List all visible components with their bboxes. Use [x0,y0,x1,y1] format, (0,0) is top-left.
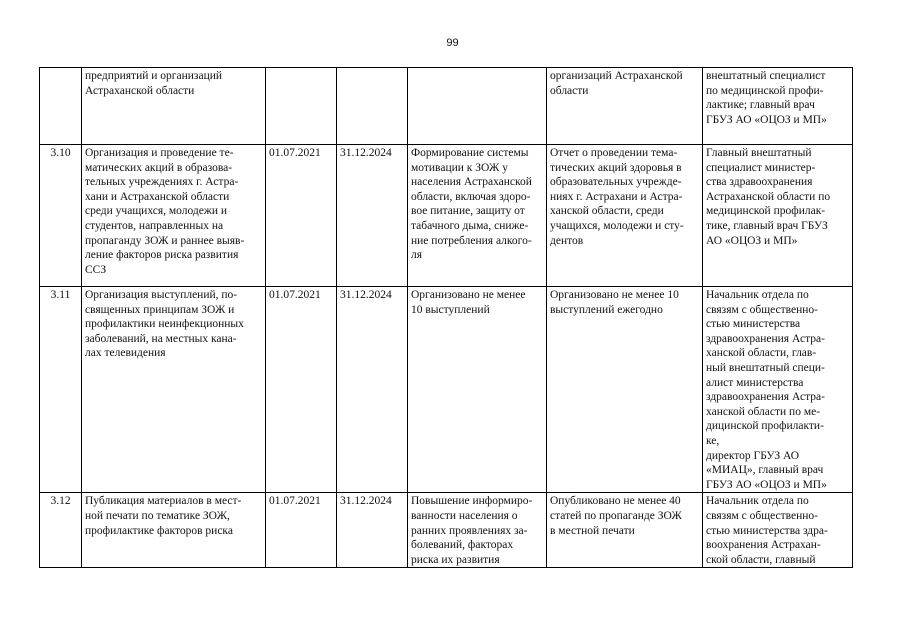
start-date-cell: 01.07.2021 [266,287,337,493]
indicator-cell: Опубликовано не менее 40 статей по пропаганде ЗОЖ в местной печати [547,493,703,568]
indicator-cell: организаций Астраханской области [547,68,703,145]
table-row [40,493,853,568]
activities-table [39,67,853,568]
responsible-cell: Начальник отдела по связям с общественно- стью министерства здра- воохранения Астрахан- ской области, главный [703,493,853,568]
indicator-cell: Отчет о проведении тема- тических акций здоровья в образовательных учрежде- ниях г. Астрахани и Астра- ханской области, среди учащихся, молодежи и сту- дентов [547,145,703,287]
result-cell [408,68,547,145]
start-date-cell [266,68,337,145]
end-date-cell [337,68,408,145]
row-number-cell: 3.10 [40,145,82,287]
result-cell: Организовано не менее 10 выступлений [408,287,547,493]
responsible-cell: Главный внештатный специалист министер- ства здравоохранения Астраханской области по медицинской профилак- тике, главный врач ГБУЗ АО «ОЦОЗ и МП» [703,145,853,287]
row-number-cell [40,68,82,145]
result-cell: Повышение информиро- ванности населения о ранних проявлениях за- болеваний, факторах риска их развития [408,493,547,568]
event-cell: Организация и проведение те- матических акций в образова- тельных учреждениях г. Астра- хани и Астраханской области среди учащихся, молодежи и студентов, направленных на пропаганду ЗОЖ и раннее выяв- ление факторов риска развития ССЗ [82,145,266,287]
responsible-cell: внештатный специалист по медицинской профи- лактике; главный врач ГБУЗ АО «ОЦОЗ и МП» [703,68,853,145]
event-cell: предприятий и организаций Астраханской области [82,68,266,145]
table-row [40,68,853,145]
table-row [40,287,853,493]
start-date-cell: 01.07.2021 [266,145,337,287]
indicator-cell: Организовано не менее 10 выступлений ежегодно [547,287,703,493]
table-row [40,145,853,287]
end-date-cell: 31.12.2024 [337,493,408,568]
result-cell: Формирование системы мотивации к ЗОЖ у населения Астраханской области, включая здоро- вое питание, защиту от табачного дыма, сниже- ние потребления алкого- ля [408,145,547,287]
row-number-cell: 3.12 [40,493,82,568]
event-cell: Организация выступлений, по- священных принципам ЗОЖ и профилактики неинфекционных заболеваний, на местных кана- лах телевидения [82,287,266,493]
responsible-cell: Начальник отдела по связям с общественно- стью министерства здравоохранения Астра- ханской области, глав- ный внештатный специ- алист министерства здравоохранения Астра- ханской области по ме- дицинской профилакти- ке, директор ГБУЗ АО «МИАЦ», главный врач ГБУЗ АО «ОЦОЗ и МП» [703,287,853,493]
start-date-cell: 01.07.2021 [266,493,337,568]
end-date-cell: 31.12.2024 [337,287,408,493]
row-number-cell: 3.11 [40,287,82,493]
end-date-cell: 31.12.2024 [337,145,408,287]
page-number: 99 [446,37,459,49]
event-cell: Публикация материалов в мест- ной печати по тематике ЗОЖ, профилактике факторов риска [82,493,266,568]
